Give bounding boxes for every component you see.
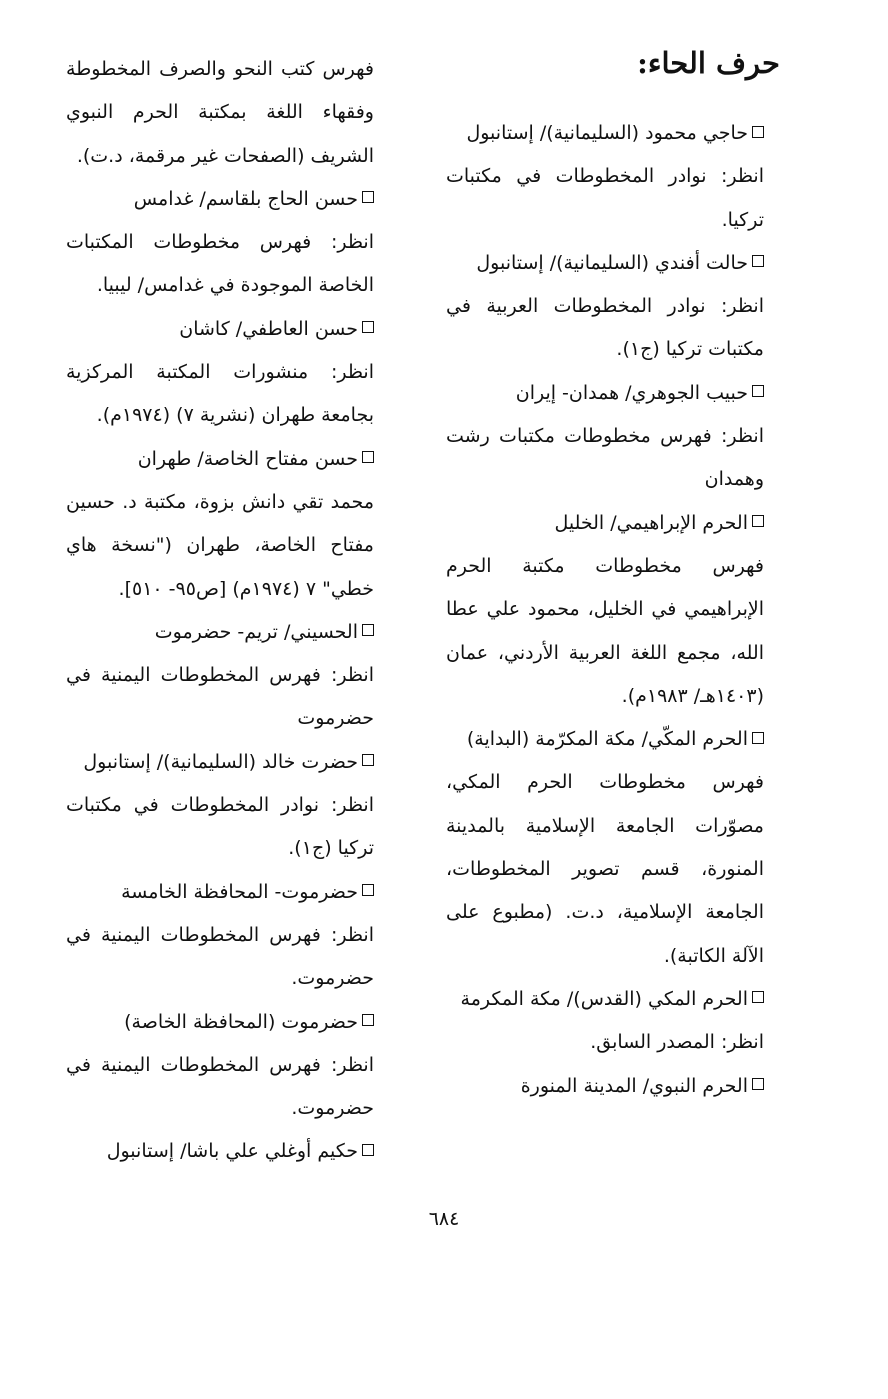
entry-title: حاجي محمود (السليمانية)/ إستانبول (446, 112, 764, 155)
entry-body: انظر: نوادر المخطوطات في مكتبات تركيا. (446, 165, 764, 231)
entry-body: انظر: فهرس مخطوطات المكتبات الخاصة الموجودة في غدامس/ ليبيا. (66, 231, 374, 297)
entry-title: الحسيني/ تريم- حضرموت (66, 611, 374, 654)
entry-body: انظر: منشورات المكتبة المركزية بجامعة طهران (نشرية ٧) (١٩٧٤م). (66, 361, 374, 427)
square-bullet-icon (362, 191, 374, 203)
entry-title: الحرم المكّي/ مكة المكرّمة (البداية) (446, 718, 764, 761)
entry-body: محمد تقي دانش بزوة، مكتبة د. حسين مفتاح الخاصة، طهران ("نسخة هاي خطي" ٧ (١٩٧٤م) [ص٩٥- ٥١٠]. (66, 490, 374, 600)
square-bullet-icon (752, 515, 764, 527)
entry-habib-jawhari (446, 372, 764, 502)
entry-title: حضرت خالد (السليمانية)/ إستانبول (66, 741, 374, 784)
entry-body: فهرس كتب النحو والصرف المخطوطة وفقهاء اللغة بمكتبة الحرم النبوي الشريف (الصفحات غير مرقمة، د.ت). (66, 58, 374, 167)
square-bullet-icon (362, 1144, 374, 1156)
entry-title: حسن الحاج بلقاسم/ غدامس (66, 178, 374, 221)
entry-haram-ibrahimi (446, 502, 764, 718)
square-bullet-icon (362, 451, 374, 463)
section-heading: حرف الحاء: (637, 46, 780, 80)
square-bullet-icon (362, 884, 374, 896)
square-bullet-icon (752, 732, 764, 744)
entry-hasan-muftah (66, 438, 374, 611)
entry-body: انظر: نوادر المخطوطات العربية في مكتبات تركيا (ج١). (446, 295, 764, 361)
entry-body: انظر: فهرس المخطوطات اليمنية في حضرموت. (66, 923, 374, 990)
square-bullet-icon (362, 754, 374, 766)
entry-title: حسن العاطفي/ كاشان (66, 308, 374, 351)
entry-body: انظر: فهرس المخطوطات اليمنية في حضرموت. (66, 1053, 374, 1120)
entry-halet-efendi (446, 242, 764, 372)
entry-body: انظر: فهرس مخطوطات مكتبات رشت وهمدان (446, 425, 764, 491)
entry-body: انظر: نوادر المخطوطات في مكتبات تركيا (ج١). (66, 794, 374, 860)
entry-hakim-oglu (66, 1130, 374, 1173)
entry-body: انظر: فهرس المخطوطات اليمنية في حضرموت (66, 664, 374, 730)
left-column (66, 48, 374, 1174)
entry-hasan-atifi (66, 308, 374, 438)
entry-body: انظر: المصدر السابق. (590, 1031, 764, 1054)
square-bullet-icon (362, 321, 374, 333)
entry-title: الحرم النبوي/ المدينة المنورة (446, 1065, 764, 1108)
page-number: ٦٨٤ (428, 1208, 460, 1230)
entry-title: حكيم أوغلي علي باشا/ إستانبول (66, 1130, 374, 1173)
entry-hasan-haj (66, 178, 374, 308)
square-bullet-icon (752, 1078, 764, 1090)
entry-body: فهرس مخطوطات مكتبة الحرم الإبراهيمي في الخليل، محمود علي عطا الله، مجمع اللغة العربية الأردني، عمان (١٤٠٣هـ/ ١٩٨٣م). (446, 554, 764, 707)
entry-title: حبيب الجوهري/ همدان- إيران (446, 372, 764, 415)
entry-title: حضرموت (المحافظة الخاصة) (66, 1001, 374, 1044)
entry-haram-nabawi (446, 1065, 764, 1108)
entry-haram-makki-quds (446, 978, 764, 1065)
entry-husaini (66, 611, 374, 741)
square-bullet-icon (752, 385, 764, 397)
entry-hadramout-fifth (66, 871, 374, 1001)
entry-title: الحرم المكي (القدس)/ مكة المكرمة (446, 978, 764, 1021)
entry-hazrat-khalid (66, 741, 374, 871)
continued-entry (66, 48, 374, 178)
entry-title: حسن مفتاح الخاصة/ طهران (66, 438, 374, 481)
entry-haram-makki (446, 718, 764, 978)
square-bullet-icon (362, 624, 374, 636)
square-bullet-icon (752, 255, 764, 267)
square-bullet-icon (362, 1014, 374, 1026)
right-column (446, 112, 764, 1108)
entry-title: الحرم الإبراهيمي/ الخليل (446, 502, 764, 545)
entry-haji-mahmoud (446, 112, 764, 242)
entry-hadramout-special (66, 1001, 374, 1131)
entry-title: حضرموت- المحافظة الخامسة (66, 871, 374, 914)
square-bullet-icon (752, 991, 764, 1003)
entry-title: حالت أفندي (السليمانية)/ إستانبول (446, 242, 764, 285)
square-bullet-icon (752, 126, 764, 138)
entry-body: فهرس مخطوطات الحرم المكي، مصوّرات الجامعة الإسلامية بالمدينة المنورة، قسم تصوير المخطوطات، الجامعة الإسلامية، د.ت. (مطبوع على الآلة الكاتبة). (446, 771, 764, 967)
